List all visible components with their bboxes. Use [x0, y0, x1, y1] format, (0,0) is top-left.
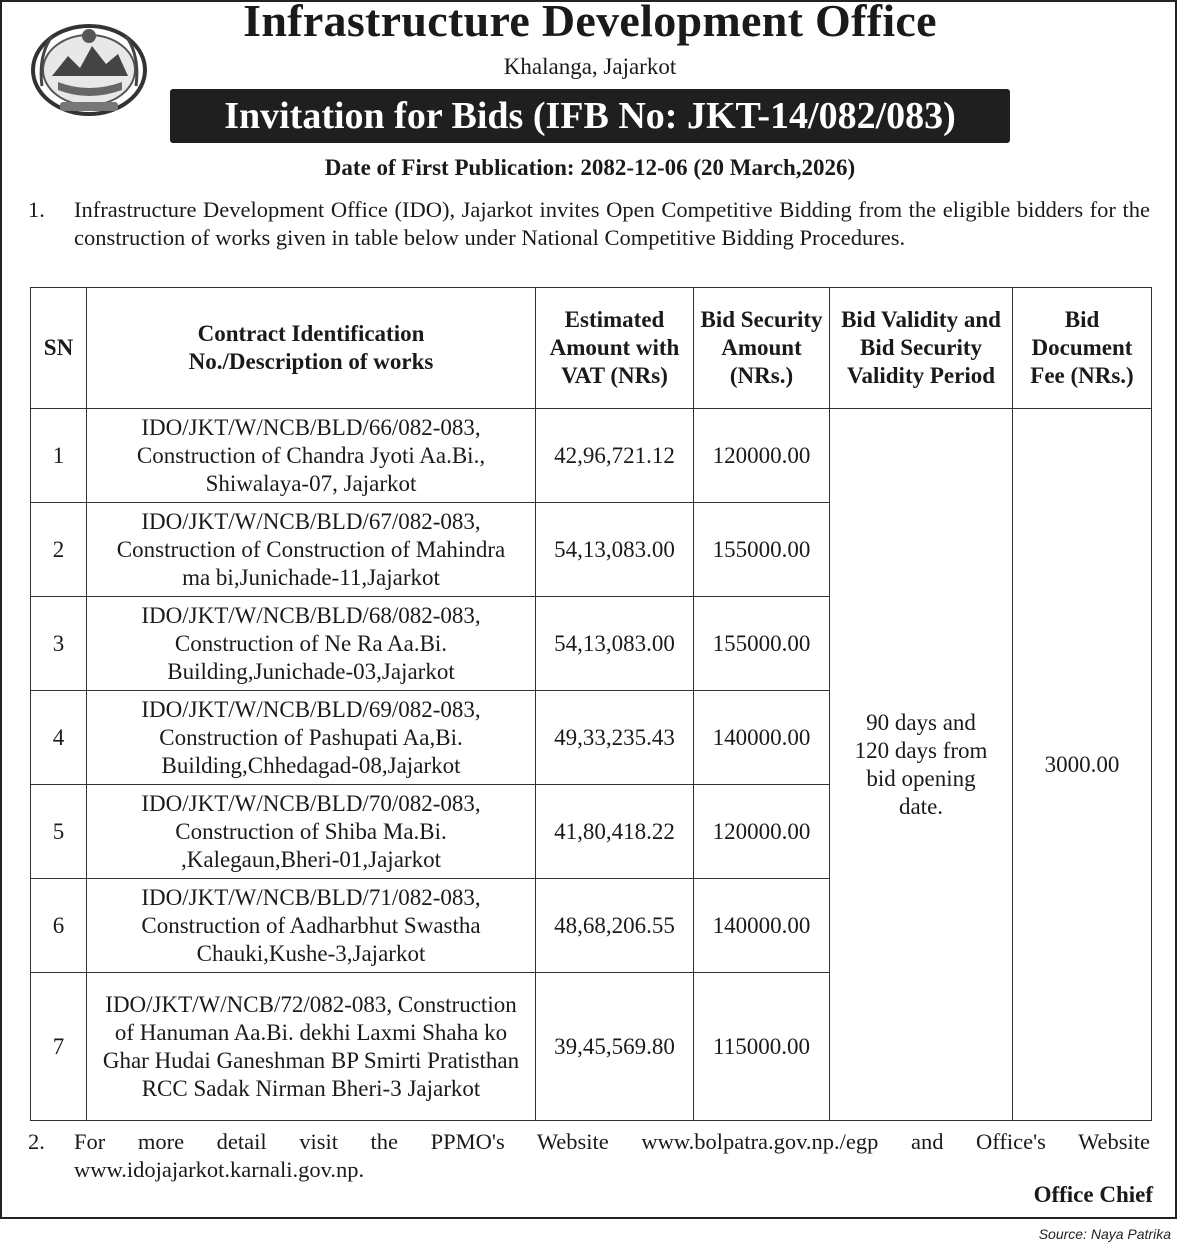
- paragraph-1-text: Infrastructure Development Office (IDO), Jajarkot invites Open Competitive Bidding from the eligible bidders for the construction of works given in table below under National Competitive Bidding Procedures.: [74, 197, 1150, 250]
- header-validity: Bid Validity and Bid Security Validity Period: [830, 288, 1013, 409]
- row-security: 115000.00: [694, 973, 830, 1121]
- source-credit: Source: Naya Patrika: [1038, 1226, 1171, 1242]
- office-title: Infrastructure Development Office: [243, 0, 937, 46]
- header-security: Bid Security Amount (NRs.): [694, 288, 830, 409]
- header-sn: SN: [31, 288, 87, 409]
- paragraph-2-text: For more detail visit the PPMO's Website www.bolpatra.gov.np./egp and Office's Website www.idojajarkot.karnali.gov.np.: [74, 1129, 1150, 1182]
- bids-table: [30, 287, 1152, 1121]
- row-security: 155000.00: [694, 597, 830, 691]
- row-description: IDO/JKT/W/NCB/BLD/68/082-083, Construction of Ne Ra Aa.Bi. Building,Junichade-03,Jajarkot: [87, 597, 536, 691]
- paragraph-1: [28, 196, 1152, 282]
- row-security: 120000.00: [694, 409, 830, 503]
- paragraph-2-number: 2.: [28, 1129, 45, 1154]
- publication-date: Date of First Publication: 2082-12-06 (20 March,2026): [324, 155, 856, 180]
- header-estimated: Estimated Amount with VAT (NRs): [536, 288, 694, 409]
- row-description: IDO/JKT/W/NCB/BLD/71/082-083, Construction of Aadharbhut Swastha Chauki,Kushe-3,Jajarkot: [87, 879, 536, 973]
- row-description: IDO/JKT/W/NCB/BLD/69/082-083, Construction of Pashupati Aa,Bi. Building,Chhedagad-08,Jajarkot: [87, 691, 536, 785]
- validity-period: 90 days and 120 days from bid opening date.: [830, 409, 1013, 1121]
- header-fee: Bid Document Fee (NRs.): [1013, 288, 1152, 409]
- row-sn: 6: [31, 879, 87, 973]
- paragraph-1-number: 1.: [28, 197, 45, 222]
- row-security: 140000.00: [694, 879, 830, 973]
- row-security: 155000.00: [694, 503, 830, 597]
- row-security: 140000.00: [694, 691, 830, 785]
- row-description: IDO/JKT/W/NCB/BLD/66/082-083, Construction of Chandra Jyoti Aa.Bi., Shiwalaya-07, Jajarkot: [87, 409, 536, 503]
- signature: Office Chief: [1033, 1182, 1153, 1207]
- row-estimated: 41,80,418.22: [536, 785, 694, 879]
- ifb-banner: Invitation for Bids (IFB No: JKT-14/082/083): [170, 89, 1010, 143]
- row-sn: 3: [31, 597, 87, 691]
- row-estimated: 42,96,721.12: [536, 409, 694, 503]
- row-description: IDO/JKT/W/NCB/72/082-083, Construction of Hanuman Aa.Bi. dekhi Laxmi Shaha ko Ghar Hudai Ganeshman BP Smirti Pratisthan RCC Sadak Nirman Bheri-3 Jajarkot: [87, 973, 536, 1121]
- row-sn: 5: [31, 785, 87, 879]
- office-location: Khalanga, Jajarkot: [503, 54, 677, 79]
- table-row: [31, 409, 1152, 503]
- row-estimated: 54,13,083.00: [536, 597, 694, 691]
- row-sn: 4: [31, 691, 87, 785]
- row-estimated: 39,45,569.80: [536, 973, 694, 1121]
- row-description: IDO/JKT/W/NCB/BLD/67/082-083, Construction of Construction of Mahindra ma bi,Junichade-11,Jajarkot: [87, 503, 536, 597]
- row-estimated: 48,68,206.55: [536, 879, 694, 973]
- row-sn: 2: [31, 503, 87, 597]
- header-description: Contract Identification No./Description of works: [87, 288, 536, 409]
- row-security: 120000.00: [694, 785, 830, 879]
- paragraph-2: [28, 1128, 1152, 1188]
- row-estimated: 54,13,083.00: [536, 503, 694, 597]
- nepal-government-emblem: [28, 16, 150, 120]
- row-sn: 1: [31, 409, 87, 503]
- row-sn: 7: [31, 973, 87, 1121]
- document-fee: 3000.00: [1013, 409, 1152, 1121]
- row-description: IDO/JKT/W/NCB/BLD/70/082-083, Construction of Shiba Ma.Bi. ,Kalegaun,Bheri-01,Jajarkot: [87, 785, 536, 879]
- row-estimated: 49,33,235.43: [536, 691, 694, 785]
